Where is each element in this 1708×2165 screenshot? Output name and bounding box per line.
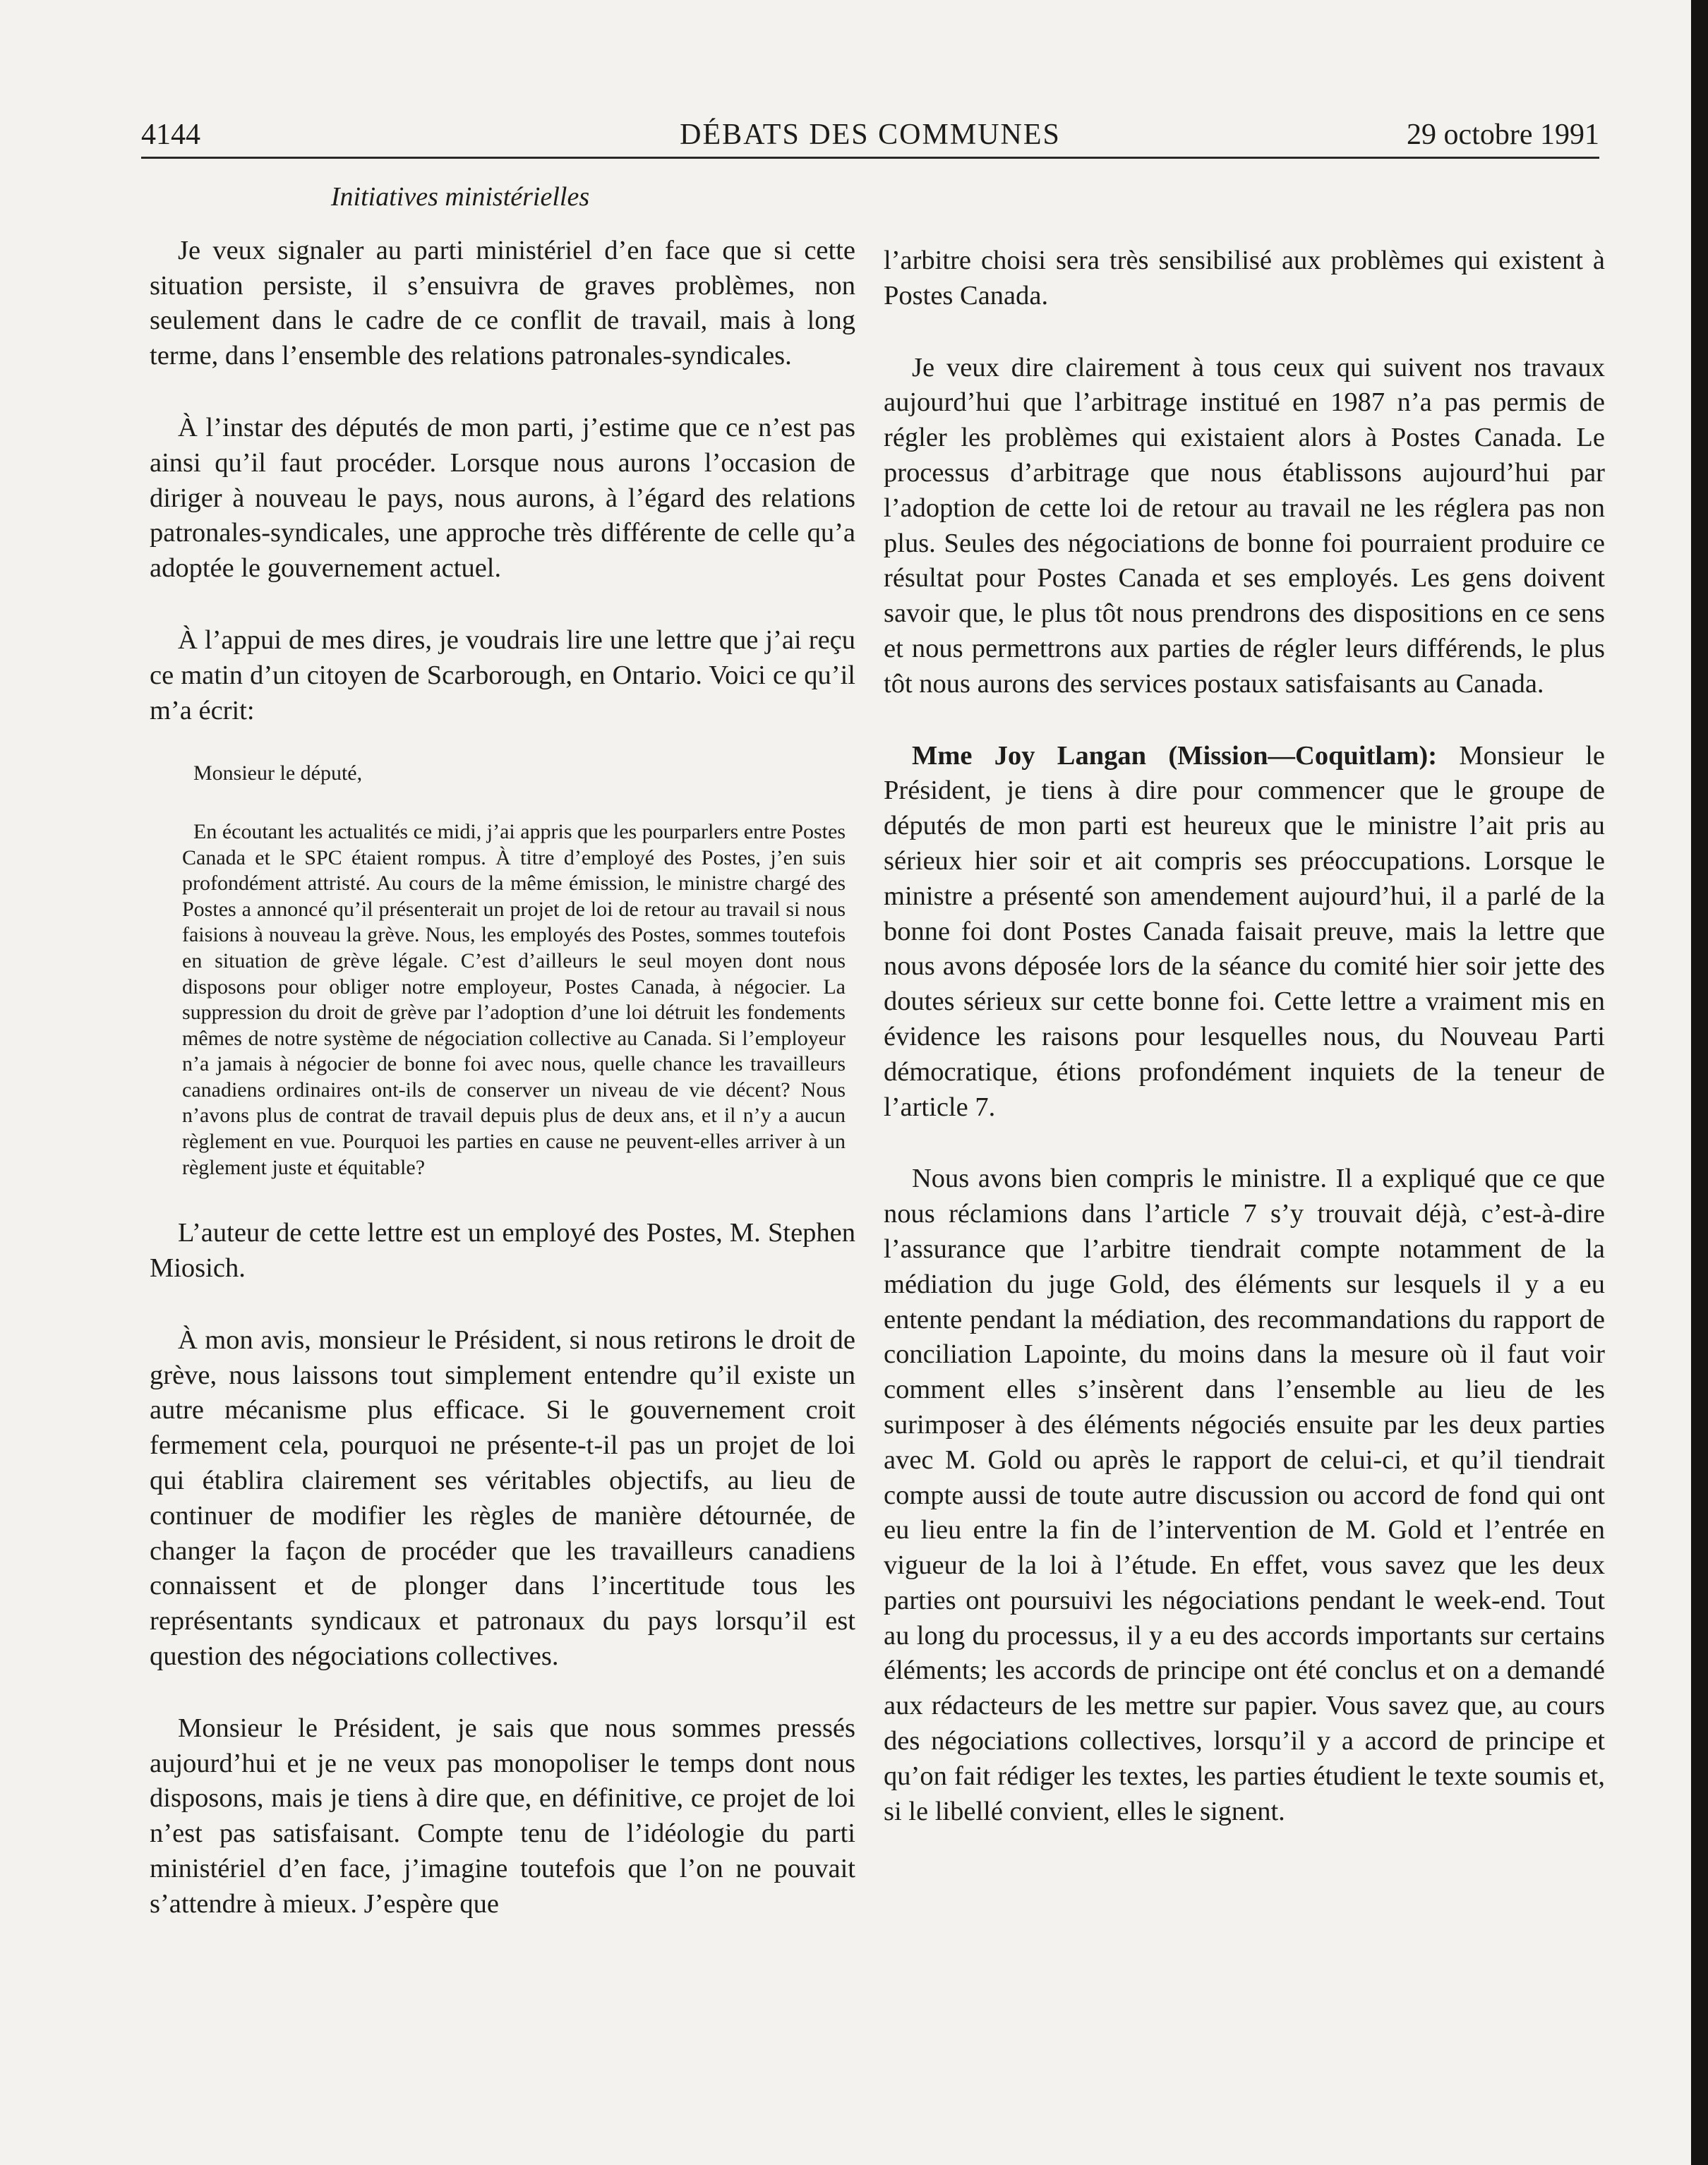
speaker-name: Mme Joy Langan (Mission—Coquitlam): [912, 740, 1438, 771]
scan-border [1691, 0, 1708, 2165]
page-header [141, 113, 1599, 157]
paragraph: À l’appui de mes dires, je voudrais lire une lettre que j’ai reçu ce matin d’un citoyen de Scarborough, en Ontario. Voici ce qu’il m’a écrit: [150, 625, 855, 725]
section-title: Initiatives ministérielles [330, 182, 590, 212]
header-rule [141, 157, 1599, 159]
letter-salutation: Monsieur le député, [193, 761, 363, 785]
paragraph: Monsieur le Président, je sais que nous sommes pressés aujourd’hui et je ne veux pas monopoliser le temps dont nous disposons, mais je tiens à dire que, en définitive, ce projet de loi n’est pas satisfaisant. Compte tenu de l’idéologie du parti ministériel d’en face, j’imagine toutefois que l’on ne pouvait s’attendre à mieux. J’espère que [150, 1713, 855, 1919]
paragraph: À l’instar des députés de mon parti, j’estime que ce n’est pas ainsi qu’il faut procéder. Lorsque nous aurons l’occasion de diriger à nouveau le pays, nous aurons, à l’égard des relations patronales-syndicales, une approche très différente de celle qu’a adoptée le gouvernement actuel. [150, 412, 855, 584]
paragraph: Je veux signaler au parti ministériel d’en face que si cette situation persiste, il s’ensuivra de graves problèmes, non seulement dans le cadre de ce conflit de travail, mais à long terme, dans l’ensemble des relations patronales-syndicales. [150, 235, 855, 371]
paragraph: Je veux dire clairement à tous ceux qui suivent nos travaux aujourd’hui que l’arbitrage institué en 1987 n’a pas permis de régler les problèmes qui existaient alors à Postes Canada. Le processus d’arbitrage que nous établissons aujourd’hui par l’adoption de cette loi de retour au travail ne les réglera pas non plus. Seules des négociations de bonne foi pourraient produire ce résultat pour Postes Canada et ses employés. Les gens doivent savoir que, le plus tôt nous prendrons des dispositions en ce sens et nous permettrons aux parties de régler leurs différends, le plus tôt nous aurons des services postaux satisfaisants au Canada. [884, 352, 1605, 699]
paragraph: À mon avis, monsieur le Président, si nous retirons le droit de grève, nous laissons tout simplement entendre qu’il existe un autre mécanisme plus efficace. Si le gouvernement croit fermement cela, pourquoi ne présente-t-il pas un projet de loi qui établira clairement ses véritables objectifs, au lieu de continuer de modifier les règles de manière détournée, de changer la façon de procéder que les travailleurs canadiens connaissent et de plonger dans l’incertitude tous les représentants syndicaux et patronaux du pays lorsqu’il est question des négociations collectives. [150, 1325, 855, 1672]
publication-title: DÉBATS DES COMMUNES [680, 119, 1061, 151]
left-column [150, 180, 855, 1959]
speaker-text: Monsieur le Président, je tiens à dire pour commencer que le groupe de députés de mon parti est heureux que le ministre l’ait pris au sérieux hier soir et ait compris ses préoccupations. Lorsque le ministre a présenté son amendement aujourd’hui, il a parlé de la bonne foi dont Postes Canada faisait preuve, mais la lettre que nous avons déposée lors de la séance du comité hier soir jette des doutes sérieux sur cette bonne foi. Cette lettre a vraiment mis en évidence les raisons pour lesquelles nous, du Nouveau Parti démocratique, étions profondément inquiets de la teneur de l’article 7. [884, 740, 1605, 1122]
page-number: 4144 [141, 119, 200, 151]
letter-body: En écoutant les actualités ce midi, j’ai appris que les pourparlers entre Postes Canada et le SPC étaient rompus. À titre d’employé des Postes, j’en suis profondément attristé. Au cours de la même émission, le ministre chargé des Postes a annoncé qu’il présenterait un projet de loi de retour au travail si nous faisions à nouveau la grève. Nous, les employés des Postes, sommes toutefois en situation de grève légale. C’est d’ailleurs le seul moyen dont nous disposons pour obliger notre employeur, Postes Canada, à négocier. La suppression du droit de grève par l’adoption d’une loi détruit les fondements mêmes de notre système de négociation collective au Canada. Si l’employeur n’a jamais à négocier de bonne foi avec nous, quelle chance les travailleurs canadiens ordinaires ont-ils de conserver un niveau de vie décent? Nous n’avons plus de contrat de travail depuis plus de deux ans, et il n’y a aucun règlement en vue. Pourquoi les parties en cause ne peuvent-elles arriver à un règlement juste et équitable? [182, 819, 846, 1179]
paragraph: L’auteur de cette lettre est un employé des Postes, M. Stephen Miosich. [150, 1218, 855, 1284]
right-column [884, 243, 1605, 1866]
publication-date: 29 octobre 1991 [1407, 119, 1599, 151]
speaker-paragraph [884, 739, 1605, 1126]
letter-quote [182, 761, 846, 1181]
paragraph: Nous avons bien compris le ministre. Il a expliqué que ce que nous réclamions dans l’article 7 s’y trouvait déjà, c’est-à-dire l’assurance que l’arbitre tiendrait compte notamment de la médiation du juge Gold, des éléments sur lesquels il y a eu entente pendant la médiation, des recommandations du rapport de conciliation Lapointe, du moins dans la mesure où il faut voir comment elles s’insèrent dans l’ensemble au lieu de les surimposer à des éléments négociés ensuite par les deux parties avec M. Gold ou après le rapport de celui-ci, et qu’il tiendrait compte aussi de toute autre discussion ou accord de fond qui ont eu lieu entre la fin de l’intervention de M. Gold et l’entrée en vigueur de la loi à l’étude. En effet, vous savez que les deux parties ont poursuivi les négociations pendant le week-end. Tout au long du processus, il y a eu des accords importants sur certains éléments; les accords de principe ont été conclus et on a demandé aux rédacteurs de les mettre sur papier. Vous savez que, au cours des négociations collectives, lorsqu’il y a accord de principe et qu’on fait rédiger les textes, les parties étudient le texte soumis et, si le libellé convient, elles le signent. [884, 1164, 1605, 1826]
paragraph: l’arbitre choisi sera très sensibilisé aux problèmes qui existent à Postes Canada. [884, 246, 1605, 310]
